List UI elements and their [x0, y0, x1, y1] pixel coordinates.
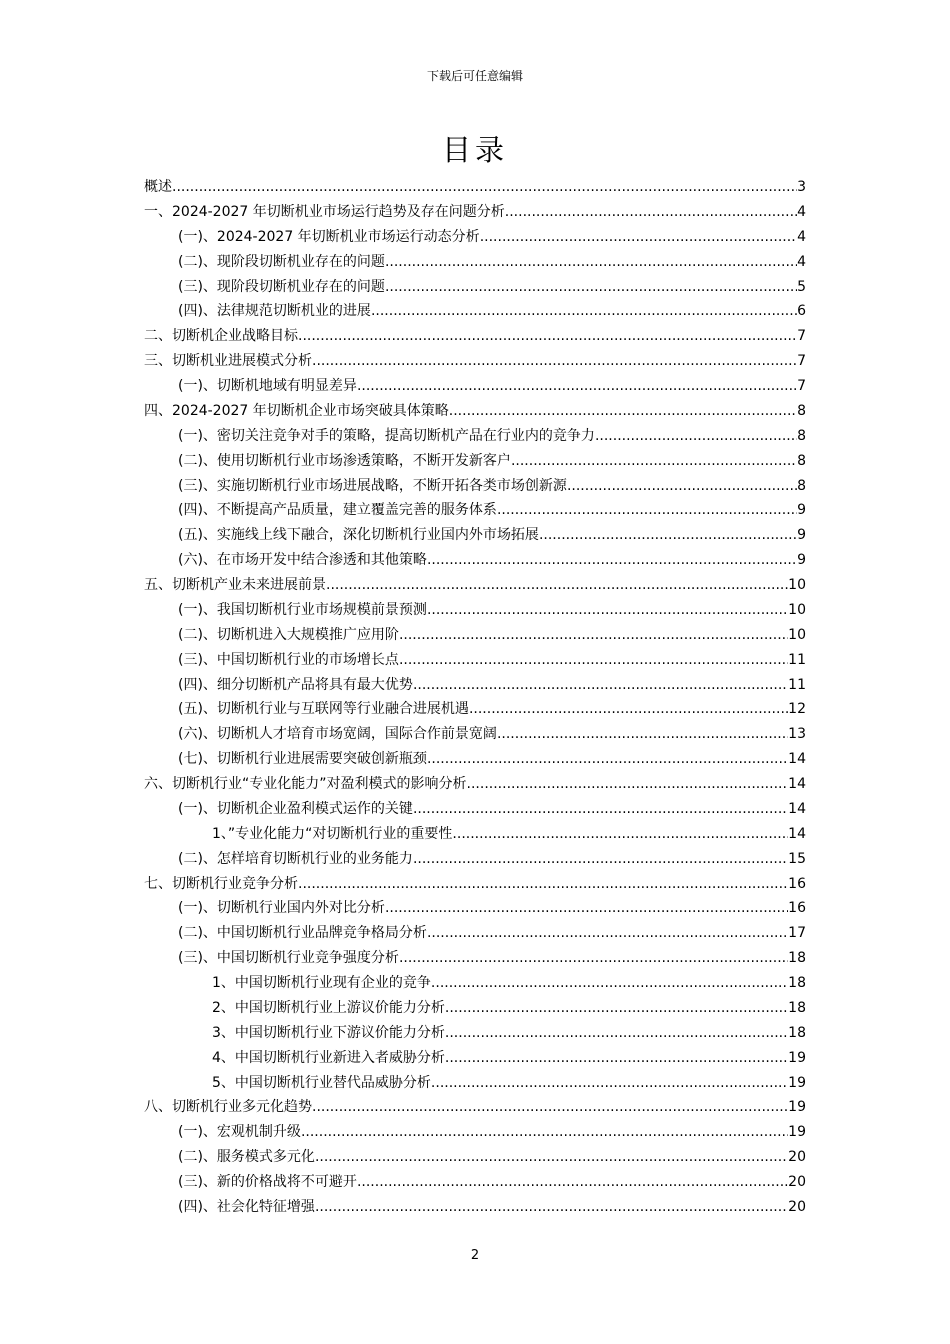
toc-entry[interactable]: [144, 1145, 806, 1170]
toc-entry-page: 9: [797, 502, 806, 519]
toc-dot-leader: [357, 374, 797, 399]
toc-entry-label: (三)、中国切断机行业竞争强度分析: [178, 950, 399, 967]
toc-entry-label: (五)、实施线上线下融合，深化切断机行业国内外市场拓展: [178, 527, 539, 544]
toc-entry[interactable]: [144, 548, 806, 573]
toc-entry-page: 7: [797, 378, 806, 394]
toc-dot-leader: [427, 747, 788, 772]
toc-entry-page: 17: [788, 925, 806, 942]
toc-entry-page: 20: [788, 1198, 806, 1215]
toc-entry[interactable]: [144, 971, 806, 996]
toc-entry-label: (一)、切断机企业盈利模式运作的关键: [178, 800, 413, 817]
toc-entry-label: 1、”专业化能力“对切断机行业的重要性: [212, 825, 453, 842]
toc-dot-leader: [445, 996, 788, 1021]
toc-entry-page: 8: [797, 402, 806, 419]
toc-dot-leader: [427, 548, 797, 573]
toc-entry-page: 14: [788, 751, 806, 768]
toc-entry-label: (一)、密切关注竞争对手的策略，提高切断机产品在行业内的竞争力: [178, 427, 595, 444]
toc-entry[interactable]: [144, 1046, 806, 1071]
toc-entry-page: 3: [797, 179, 806, 195]
toc-entry-page: 19: [788, 1049, 806, 1066]
toc-entry[interactable]: [144, 1021, 806, 1046]
toc-dot-leader: [326, 573, 788, 598]
toc-dot-leader: [385, 896, 788, 921]
page-title: 目录: [441, 133, 508, 167]
toc-entry-page: 10: [788, 601, 806, 618]
toc-entry-label: 八、切断机行业多元化趋势: [144, 1099, 312, 1116]
toc-dot-leader: [449, 399, 797, 424]
toc-entry-page: 5: [797, 278, 806, 295]
toc-entry-label: (五)、切断机行业与互联网等行业融合进展机遇: [178, 701, 469, 718]
toc-entry-page: 9: [797, 527, 806, 544]
toc-entry[interactable]: [144, 200, 806, 225]
toc-dot-leader: [445, 1021, 788, 1046]
toc-entry[interactable]: [144, 399, 806, 424]
toc-entry[interactable]: [144, 697, 806, 722]
toc-dot-leader: [480, 225, 797, 250]
toc-dot-leader: [298, 872, 788, 897]
toc-entry-page: 9: [797, 552, 806, 569]
toc-entry-page: 8: [797, 427, 806, 444]
toc-dot-leader: [497, 498, 797, 523]
toc-entry-label: 六、切断机行业“专业化能力”对盈利模式的影响分析: [144, 776, 467, 792]
toc-entry[interactable]: [144, 772, 806, 797]
toc-entry[interactable]: [144, 225, 806, 250]
toc-dot-leader: [431, 1071, 788, 1096]
toc-dot-leader: [413, 797, 788, 822]
toc-entry[interactable]: [144, 996, 806, 1021]
toc-entry-label: 四、2024-2027 年切断机企业市场突破具体策略: [144, 402, 449, 419]
toc-entry-page: 13: [788, 726, 806, 743]
toc-entry-label: (四)、社会化特征增强: [178, 1198, 315, 1215]
toc-entry-label: (三)、现阶段切断机业存在的问题: [178, 278, 385, 295]
toc-entry[interactable]: [144, 523, 806, 548]
toc-entry-label: 五、切断机产业未来进展前景: [144, 577, 326, 593]
toc-dot-leader: [413, 673, 788, 698]
toc-dot-leader: [445, 1046, 788, 1071]
toc-entry-label: (六)、在市场开发中结合渗透和其他策略: [178, 552, 427, 569]
page-number: 2: [470, 1248, 480, 1263]
toc-entry[interactable]: [144, 1195, 806, 1220]
toc-entry[interactable]: [144, 1120, 806, 1145]
toc-dot-leader: [385, 250, 797, 275]
toc-entry-page: 7: [797, 328, 806, 345]
toc-dot-leader: [315, 1145, 788, 1170]
toc-entry-page: 7: [797, 353, 806, 370]
toc-entry[interactable]: [144, 1170, 806, 1195]
toc-dot-leader: [371, 299, 797, 324]
toc-entry[interactable]: [144, 822, 806, 847]
toc-entry-label: (二)、怎样培育切断机行业的业务能力: [178, 850, 413, 867]
toc-entry[interactable]: [144, 250, 806, 275]
toc-dot-leader: [467, 772, 789, 797]
toc-dot-leader: [301, 1120, 788, 1145]
toc-dot-leader: [413, 847, 788, 872]
toc-entry[interactable]: [144, 573, 806, 598]
toc-dot-leader: [357, 1170, 788, 1195]
toc-entry-label: (一)、切断机地域有明显差异: [178, 378, 357, 394]
toc-entry-label: (二)、切断机进入大规模推广应用阶: [178, 626, 399, 643]
toc-entry-page: 8: [797, 452, 806, 469]
toc-entry[interactable]: [144, 275, 806, 300]
toc-entry[interactable]: [144, 1071, 806, 1096]
toc-entry[interactable]: [144, 946, 806, 971]
toc-dot-leader: [315, 1195, 788, 1220]
toc-dot-leader: [312, 349, 797, 374]
toc-entry[interactable]: [144, 648, 806, 673]
toc-dot-leader: [427, 921, 788, 946]
toc-entry-label: 七、切断机行业竞争分析: [144, 875, 298, 892]
toc-entry-page: 6: [797, 303, 806, 320]
toc-entry-page: 4: [797, 253, 806, 270]
toc-entry-label: 5、中国切断机行业替代品威胁分析: [212, 1074, 431, 1091]
toc-entry-label: (三)、新的价格战将不可避开: [178, 1174, 357, 1190]
toc-entry[interactable]: [144, 722, 806, 747]
toc-entry-page: 4: [797, 228, 806, 245]
toc-entry[interactable]: [144, 1095, 806, 1120]
toc-entry-page: 14: [788, 776, 806, 792]
toc-entry-page: 20: [788, 1174, 806, 1190]
toc-dot-leader: [505, 200, 797, 225]
toc-entry-page: 20: [788, 1149, 806, 1166]
toc-entry[interactable]: [144, 175, 806, 200]
toc-entry[interactable]: [144, 896, 806, 921]
toc-entry-page: 15: [788, 850, 806, 867]
table-of-contents: [144, 175, 806, 1220]
toc-dot-leader: [399, 946, 788, 971]
toc-entry-page: 16: [788, 900, 806, 917]
toc-entry-page: 19: [788, 1074, 806, 1091]
toc-dot-leader: [452, 822, 788, 847]
toc-dot-leader: [469, 697, 788, 722]
toc-entry-page: 14: [788, 825, 806, 842]
toc-entry-label: (一)、切断机行业国内外对比分析: [178, 900, 385, 917]
toc-entry[interactable]: [144, 673, 806, 698]
toc-entry-label: 3、中国切断机行业下游议价能力分析: [212, 1024, 445, 1041]
toc-dot-leader: [511, 449, 797, 474]
toc-entry-label: (三)、实施切断机行业市场进展战略，不断开拓各类市场创新源: [178, 477, 567, 494]
toc-entry-page: 18: [788, 950, 806, 967]
toc-entry-label: (四)、法律规范切断机业的进展: [178, 303, 371, 320]
toc-entry-label: 一、2024-2027 年切断机业市场运行趋势及存在问题分析: [144, 203, 505, 220]
toc-entry-label: 二、切断机企业战略目标: [144, 328, 298, 345]
toc-entry[interactable]: [144, 747, 806, 772]
toc-dot-leader: [497, 722, 788, 747]
toc-entry[interactable]: [144, 797, 806, 822]
toc-entry-label: 2、中国切断机行业上游议价能力分析: [212, 999, 445, 1016]
toc-entry[interactable]: [144, 598, 806, 623]
toc-entry-label: (一)、我国切断机行业市场规模前景预测: [178, 601, 427, 618]
toc-dot-leader: [399, 623, 788, 648]
toc-entry[interactable]: [144, 349, 806, 374]
toc-entry-page: 19: [788, 1124, 806, 1141]
toc-entry[interactable]: [144, 498, 806, 523]
toc-entry-page: 18: [788, 999, 806, 1016]
page-header: 下载后可任意编辑: [426, 69, 523, 83]
toc-dot-leader: [172, 175, 797, 200]
toc-entry[interactable]: [144, 374, 806, 399]
toc-entry[interactable]: [144, 324, 806, 349]
toc-entry-page: 18: [788, 975, 806, 991]
toc-dot-leader: [298, 324, 797, 349]
toc-entry-label: (二)、服务模式多元化: [178, 1149, 315, 1166]
toc-entry[interactable]: [144, 847, 806, 872]
toc-entry-label: 三、切断机业进展模式分析: [144, 353, 312, 370]
toc-entry-page: 10: [788, 626, 806, 643]
toc-entry-label: 4、中国切断机行业新进入者威胁分析: [212, 1049, 445, 1066]
toc-entry-label: (七)、切断机行业进展需要突破创新瓶颈: [178, 751, 427, 768]
toc-entry[interactable]: [144, 449, 806, 474]
toc-entry-page: 18: [788, 1024, 806, 1041]
toc-entry-label: (三)、中国切断机行业的市场增长点: [178, 651, 399, 668]
toc-entry-page: 8: [797, 477, 806, 494]
toc-dot-leader: [595, 424, 797, 449]
toc-entry[interactable]: [144, 424, 806, 449]
toc-entry[interactable]: [144, 872, 806, 897]
toc-entry[interactable]: [144, 623, 806, 648]
toc-dot-leader: [385, 275, 797, 300]
toc-entry-page: 16: [788, 875, 806, 892]
toc-entry-page: 14: [788, 800, 806, 817]
toc-entry-page: 11: [788, 676, 806, 693]
toc-dot-leader: [399, 648, 788, 673]
toc-entry[interactable]: [144, 921, 806, 946]
toc-dot-leader: [567, 474, 797, 499]
toc-entry-label: (四)、不断提高产品质量，建立覆盖完善的服务体系: [178, 502, 497, 519]
toc-entry-label: (一)、2024-2027 年切断机业市场运行动态分析: [178, 228, 480, 245]
toc-entry-label: (二)、使用切断机行业市场渗透策略，不断开发新客户: [178, 452, 511, 469]
toc-entry-label: (一)、宏观机制升级: [178, 1124, 301, 1141]
toc-entry-page: 11: [788, 651, 806, 668]
toc-entry-label: (六)、切断机人才培育市场宽阔，国际合作前景宽阔: [178, 726, 497, 743]
toc-dot-leader: [431, 971, 788, 996]
toc-entry-label: 概述: [144, 179, 172, 195]
toc-entry-label: (二)、中国切断机行业品牌竞争格局分析: [178, 925, 427, 942]
toc-dot-leader: [427, 598, 788, 623]
toc-entry-page: 4: [797, 203, 806, 220]
toc-entry[interactable]: [144, 299, 806, 324]
toc-entry-page: 19: [788, 1099, 806, 1116]
toc-entry-page: 10: [788, 577, 806, 593]
toc-entry-label: 1、中国切断机行业现有企业的竞争: [212, 975, 431, 991]
toc-entry-label: (二)、现阶段切断机业存在的问题: [178, 253, 385, 270]
toc-entry[interactable]: [144, 474, 806, 499]
toc-dot-leader: [312, 1095, 788, 1120]
toc-entry-page: 12: [788, 701, 806, 718]
toc-entry-label: (四)、细分切断机产品将具有最大优势: [178, 676, 413, 693]
toc-dot-leader: [539, 523, 797, 548]
